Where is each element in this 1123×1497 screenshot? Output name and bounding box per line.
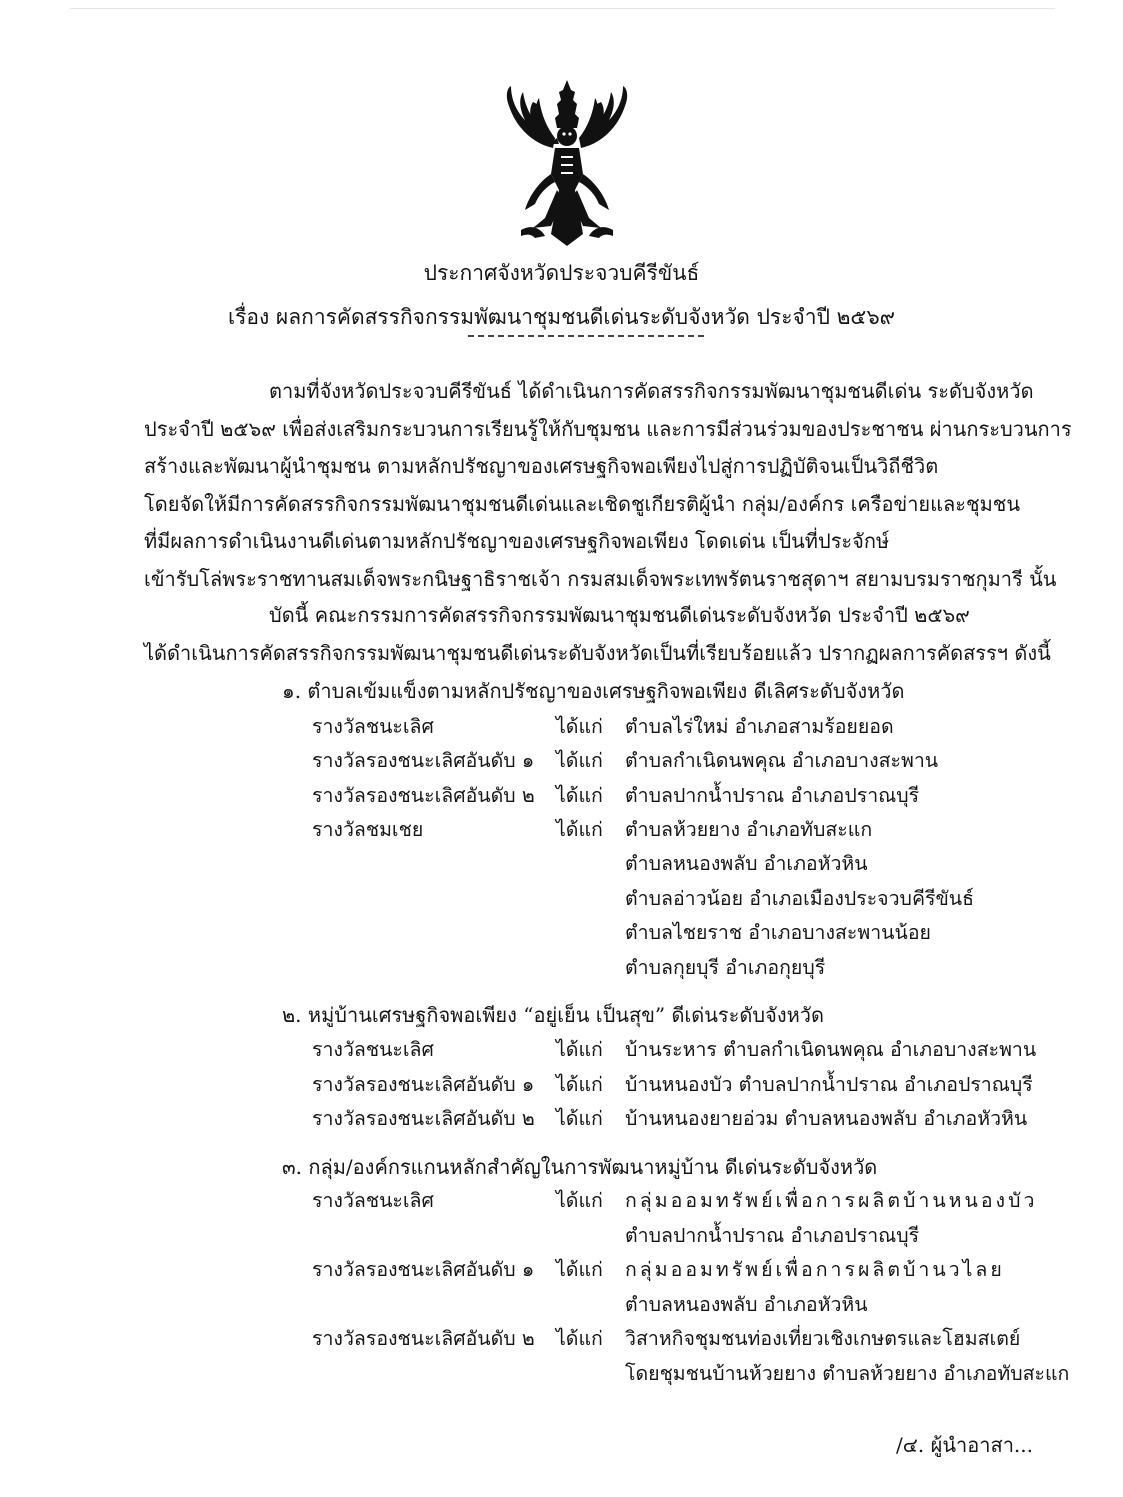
award-label: รางวัลชนะเลิศ	[312, 1038, 434, 1061]
result-line: บัดนี้ คณะกรรมการคัดสรรกิจกรรมพัฒนาชุมชนดีเด่นระดับจังหวัด ประจำปี ๒๕๖๙	[269, 603, 970, 627]
received-label: ได้แก่	[556, 1107, 603, 1130]
scan-edge-line	[70, 8, 1055, 9]
award-label: รางวัลรองชนะเลิศอันดับ ๑	[312, 1073, 535, 1096]
received-label: ได้แก่	[556, 1073, 603, 1096]
winner: ตำบลหนองพลับ อำเภอหัวหิน	[625, 1293, 868, 1316]
winner: ตำบลกำเนิดนพคุณ อำเภอบางสะพาน	[625, 749, 939, 772]
award-label: รางวัลชนะเลิศ	[312, 1189, 434, 1212]
page-continuation: /๔. ผู้นำอาสา...	[896, 1433, 1033, 1457]
winner: บ้านหนองยายอ่วม ตำบลหนองพลับ อำเภอหัวหิน	[625, 1107, 1028, 1130]
received-label: ได้แก่	[556, 1327, 603, 1350]
received-label: ได้แก่	[556, 749, 603, 772]
award-label: รางวัลชนะเลิศ	[312, 715, 434, 738]
received-label: ได้แก่	[556, 715, 603, 738]
section-heading-1: ๑. ตำบลเข้มแข็งตามหลักปรัชญาของเศรษฐกิจพอเพียง ดีเลิศระดับจังหวัด	[282, 679, 905, 703]
winner: ตำบลไชยราช อำเภอบางสะพานน้อย	[625, 921, 931, 944]
winner: ตำบลปากน้ำปราณ อำเภอปราณบุรี	[625, 1224, 920, 1247]
winner: กลุ่มออมทรัพย์เพื่อการผลิตบ้านวไลย	[625, 1258, 1005, 1281]
title-divider	[468, 335, 704, 337]
intro-line: ตามที่จังหวัดประจวบคีรีขันธ์ ได้ดำเนินการคัดสรรกิจกรรมพัฒนาชุมชนดีเด่น ระดับจังหวัด	[269, 379, 1034, 403]
received-label: ได้แก่	[556, 818, 603, 841]
section-heading-3: ๓. กลุ่ม/องค์กรแกนหลักสำคัญในการพัฒนาหมู่บ้าน ดีเด่นระดับจังหวัด	[282, 1155, 878, 1179]
winner: วิสาหกิจชุมชนท่องเที่ยวเชิงเกษตรและโฮมสเตย์	[625, 1327, 1021, 1350]
winner: บ้านระหาร ตำบลกำเนิดนพคุณ อำเภอบางสะพาน	[625, 1038, 1037, 1061]
award-label: รางวัลรองชนะเลิศอันดับ ๑	[312, 1258, 535, 1281]
result-line: ได้ดำเนินการคัดสรรกิจกรรมพัฒนาชุมชนดีเด่นระดับจังหวัดเป็นที่เรียบร้อยแล้ว ปรากฏผลการคัดสรรฯ ดังนี้	[144, 640, 1051, 665]
received-label: ได้แก่	[556, 1038, 603, 1061]
intro-line: สร้างและพัฒนาผู้นำชุมชน ตามหลักปรัชญาของเศรษฐกิจพอเพียงไปสู่การปฏิบัติจนเป็นวิถีชีวิต	[144, 454, 939, 478]
intro-paragraph	[144, 373, 1072, 598]
award-label: รางวัลรองชนะเลิศอันดับ ๒	[312, 784, 535, 807]
garuda-emblem-icon	[495, 78, 640, 248]
award-label: รางวัลรองชนะเลิศอันดับ ๒	[312, 1107, 535, 1130]
winner: ตำบลกุยบุรี อำเภอกุยบุรี	[625, 956, 826, 979]
received-label: ได้แก่	[556, 1189, 603, 1212]
winner: ตำบลห้วยยาง อำเภอทับสะแก	[625, 818, 873, 841]
intro-line: โดยจัดให้มีการคัดสรรกิจกรรมพัฒนาชุมชนดีเด่นและเชิดชูเกียรติผู้นำ กลุ่ม/องค์กร เครือข่ายและชุมชน	[144, 491, 1021, 516]
winner: ตำบลปากน้ำปราณ อำเภอปราณบุรี	[625, 784, 920, 807]
intro-line: ที่มีผลการดำเนินงานดีเด่นตามหลักปรัชญาของเศรษฐกิจพอเพียง โดดเด่น เป็นที่ประจักษ์	[144, 529, 890, 553]
announcement-subject: เรื่อง ผลการคัดสรรกิจกรรมพัฒนาชุมชนดีเด่นระดับจังหวัด ประจำปี ๒๕๖๙	[227, 305, 896, 329]
winner: บ้านหนองบัว ตำบลปากน้ำปราณ อำเภอปราณบุรี	[625, 1073, 1033, 1096]
received-label: ได้แก่	[556, 1258, 603, 1281]
award-label: รางวัลรองชนะเลิศอันดับ ๑	[312, 749, 535, 772]
received-label: ได้แก่	[556, 784, 603, 807]
award-label: รางวัลชมเชย	[312, 818, 424, 841]
result-paragraph	[144, 597, 1051, 672]
announcement-title: ประกาศจังหวัดประจวบคีรีขันธ์	[423, 261, 700, 285]
winner: ตำบลหนองพลับ อำเภอหัวหิน	[625, 852, 868, 875]
intro-line: ประจำปี ๒๕๖๙ เพื่อส่งเสริมกระบวนการเรียนรู้ให้กับชุมชน และการมีส่วนร่วมของประชาชน ผ่านกระบวนการ	[144, 416, 1072, 441]
winner: โดยชุมชนบ้านห้วยยาง ตำบลห้วยยาง อำเภอทับสะแก	[625, 1362, 1070, 1385]
winner: ตำบลไร่ใหม่ อำเภอสามร้อยยอด	[625, 715, 894, 738]
winner: กลุ่มออมทรัพย์เพื่อการผลิตบ้านหนองบัว	[625, 1189, 1038, 1212]
section-heading-2: ๒. หมู่บ้านเศรษฐกิจพอเพียง “อยู่เย็น เป็นสุข” ดีเด่นระดับจังหวัด	[282, 1003, 824, 1027]
intro-line: เข้ารับโล่พระราชทานสมเด็จพระกนิษฐาธิราชเจ้า กรมสมเด็จพระเทพรัตนราชสุดาฯ สยามบรมราชกุมารี นั้น	[144, 566, 1057, 591]
winner: ตำบลอ่าวน้อย อำเภอเมืองประจวบคีรีขันธ์	[625, 887, 975, 910]
award-label: รางวัลรองชนะเลิศอันดับ ๒	[312, 1327, 535, 1350]
